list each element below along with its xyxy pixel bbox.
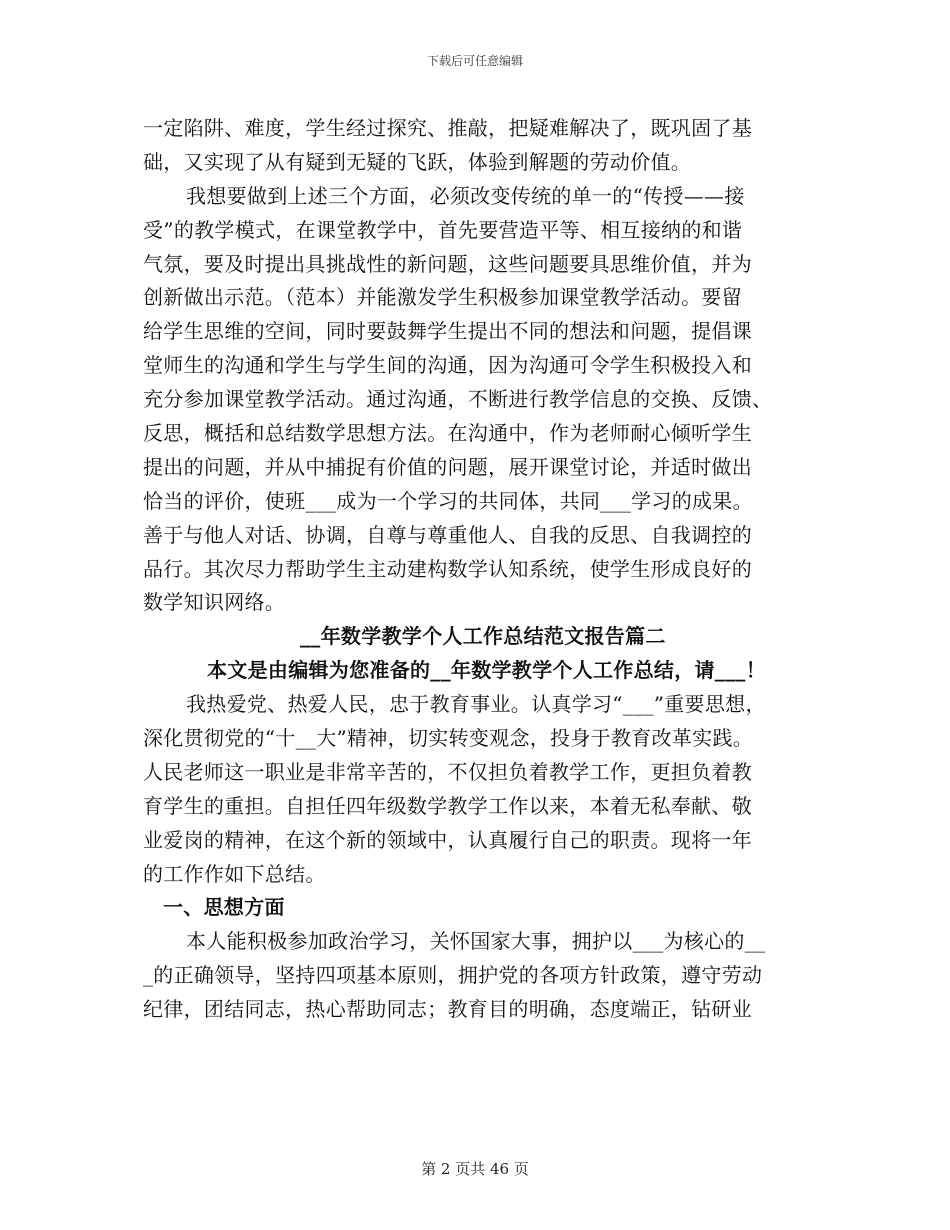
text-line: 恰当的评价，使班___成为一个学习的共同体，共同___学习的成果。 xyxy=(143,488,753,513)
text-line: 受”的教学模式，在课堂教学中，首先要营造平等、相互接纳的和谐 xyxy=(143,217,743,242)
text-line: 堂师生的沟通和学生与学生间的沟通，因为沟通可令学生积极投入和 xyxy=(143,353,752,378)
text-line: 善于与他人对话、协调，自尊与尊重他人、自我的反思、自我调控的 xyxy=(143,522,752,547)
page-number: 第 2 页共 46 页 xyxy=(421,1160,529,1178)
text-line: 一定陷阱、难度，学生经过探究、推敲，把疑难解决了，既巩固了基 xyxy=(143,116,752,140)
paragraph-3 xyxy=(143,688,823,891)
text-line: 础，又实现了从有疑到无疑的飞跃，体验到解题的劳动价值。 xyxy=(143,149,692,174)
section-subtitle: 本文是由编辑为您准备的__年数学教学个人工作总结，请___！ xyxy=(207,658,766,683)
paragraph-4 xyxy=(143,925,823,1027)
text-line: 给学生思维的空间，同时要鼓舞学生提出不同的想法和问题，提倡课 xyxy=(143,319,752,344)
section-heading: 一、思想方面 xyxy=(163,895,285,920)
text-line: 提出的问题，并从中捕捉有价值的问题，展开课堂讨论，并适时做出 xyxy=(143,454,752,479)
text-line: 纪律，团结同志，热心帮助同志；教育目的明确，态度端正，钻研业 xyxy=(143,997,752,1022)
text-line: 育学生的重担。自担任四年级数学教学工作以来，本着无私奉献、敬 xyxy=(143,793,752,818)
text-line: 我热爱党、热爱人民，忠于教育事业。认真学习“___”重要思想， xyxy=(186,692,766,717)
paragraph-2 xyxy=(143,180,823,621)
text-line: 我想要做到上述三个方面，必须改变传统的单一的“传授——接 xyxy=(186,183,745,208)
text-line: 气氛，要及时提出具挑战性的新问题，这些问题要具思维价值，并为 xyxy=(143,251,752,276)
header-note: 下载后可任意编辑 xyxy=(426,54,523,68)
text-line: _的正确领导，坚持四项基本原则，拥护党的各项方针政策，遵守劳动 xyxy=(143,963,763,988)
document-body xyxy=(143,112,823,1027)
paragraph-1 xyxy=(143,112,823,180)
text-line: 深化贯彻党的“十__大”精神，切实转变观念，投身于教育改革实践。 xyxy=(143,726,754,751)
text-line: 反思，概括和总结数学思想方法。在沟通中，作为老师耐心倾听学生 xyxy=(143,421,752,446)
text-line: 业爱岗的精神，在这个新的领域中，认真履行自己的职责。现将一年 xyxy=(143,827,752,852)
text-line: 数学知识网络。 xyxy=(143,590,286,615)
text-line: 人民老师这一职业是非常辛苦的，不仅担负着教学工作，更担负着教 xyxy=(143,759,752,784)
text-line: 充分参加课堂教学活动。通过沟通，不断进行教学信息的交换、反馈、 xyxy=(143,387,773,412)
text-line: 的工作作如下总结。 xyxy=(143,861,326,886)
text-line: 本人能积极参加政治学习，关怀国家大事，拥护以___为核心的__ xyxy=(186,929,766,954)
text-line: 创新做出示范。（范本）并能激发学生积极参加课堂教学活动。要留 xyxy=(143,285,742,310)
section-title: __年数学教学个人工作总结范文报告篇二 xyxy=(300,624,666,649)
text-line: 品行。其次尽力帮助学生主动建构数学认知系统，使学生形成良好的 xyxy=(143,556,752,581)
